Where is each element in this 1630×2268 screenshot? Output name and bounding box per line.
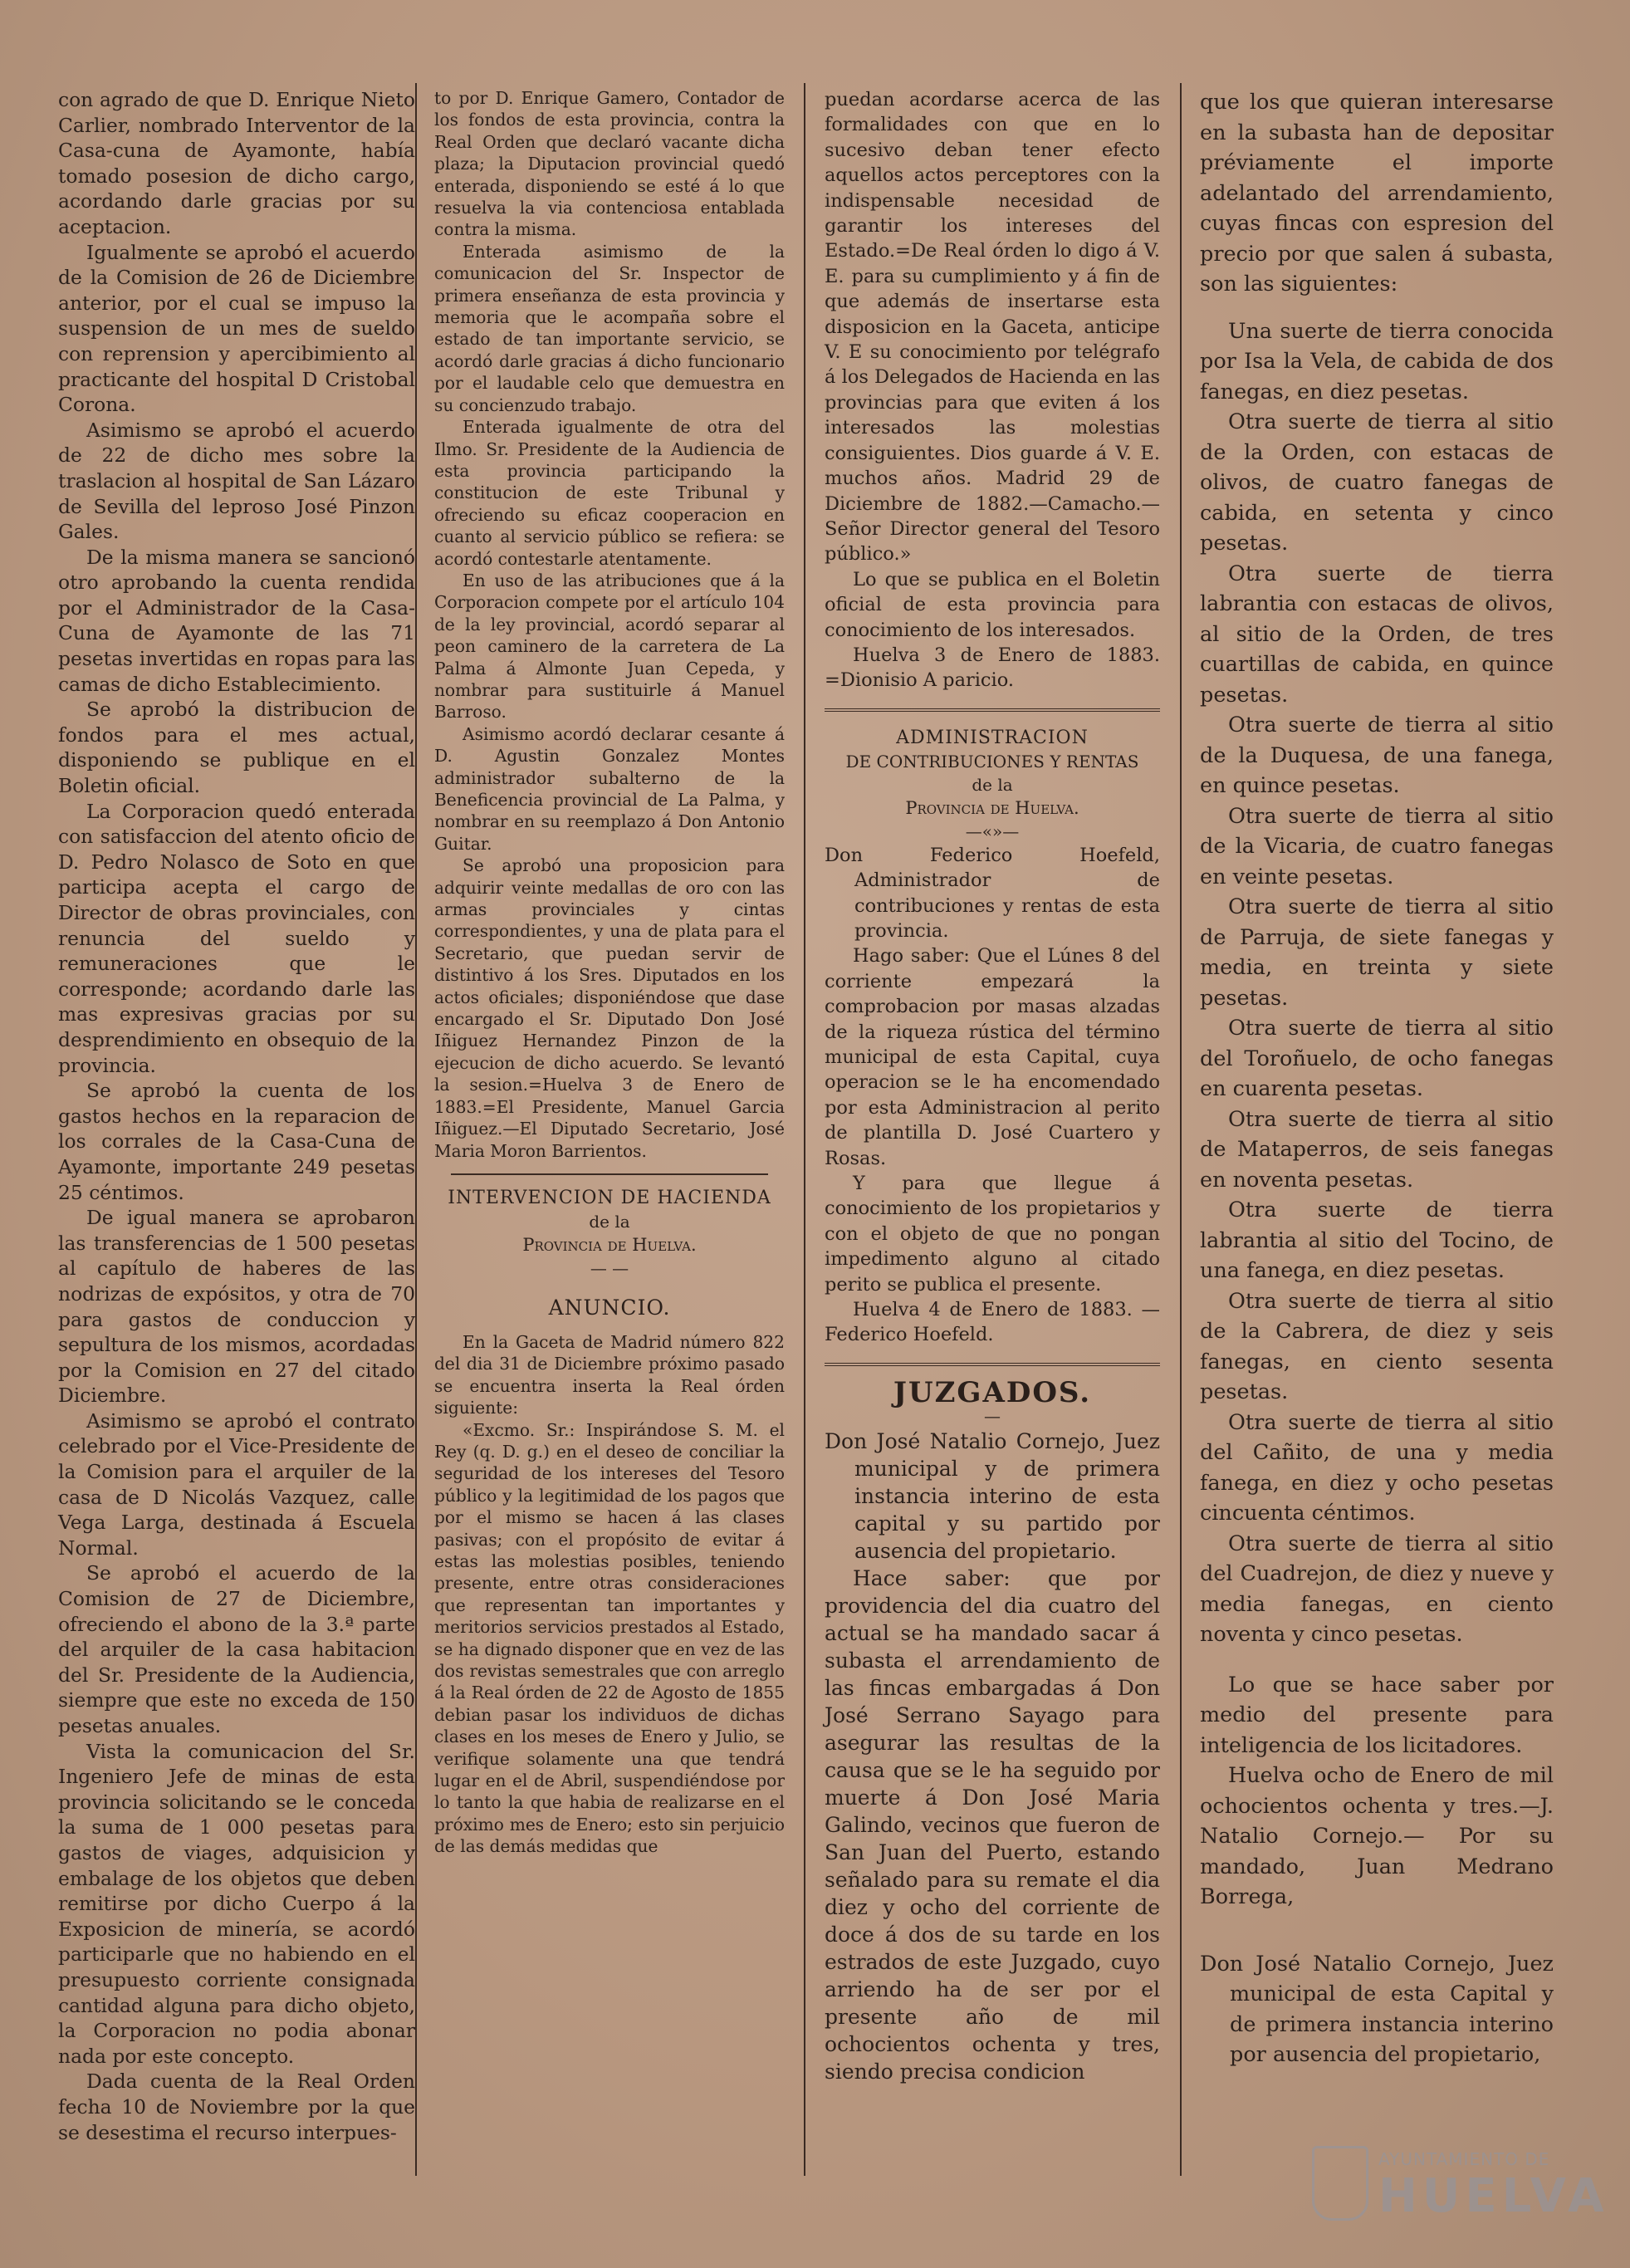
list-item: Otra suerte de tierra al sitio de la Duquesa, de una fanega, en quince pesetas.: [1200, 713, 1554, 798]
section-province: Provincia de Huelva.: [905, 797, 1079, 818]
section-divider: [451, 1173, 768, 1175]
section-title-line2: DE CONTRIBUCIONES Y RENTAS: [845, 751, 1139, 772]
list-item: Una suerte de tierra conocida por Isa la Vela, de cabida de dos fanegas, en diez pesetas.: [1200, 318, 1554, 404]
paragraph: puedan acordarse acerca de las formalidades con que en lo sucesivo deban tener efecto aquellos actos perceptores con la indispensable necesidad de garantir los intereses del Estado.=De Real órden lo digo á V. E. para su cumplimiento y á fin de que además de insertarse esta disposicion en la Gaceta, anticipe V. E su conocimiento por telégrafo á los Delegados de Hacienda en las provincias para que eviten á los interesados las molestias consiguientes. Dios guarde á V. E. muchos años. Madrid 29 de Diciembre de 1882.—Camacho.—Señor Director general del Tesoro público.»: [825, 89, 1160, 566]
paragraph: Se aprobó el acuerdo de la Comision de 27 de Diciembre, ofreciendo el abono de la 3.ª parte del arquiler de la casa habitacion del Sr. Presidente de la Audiencia, siempre que este no exceda de 150 pesetas anuales.: [58, 1561, 415, 1737]
list-item: Otra suerte de tierra al sitio del Cuadrejon, de diez y nueve y media fanegas, en ciento noventa y cinco pesetas.: [1200, 1531, 1554, 1647]
anuncio-heading: ANUNCIO.: [548, 1295, 671, 1320]
paragraph: con agrado de que D. Enrique Nieto Carlier, nombrado Interventor de la Casa-cuna de Ayamonte, había tomado posesion de dicho cargo, acordando darle gracias por su aceptacion.: [58, 88, 415, 238]
watermark-line2: HUELVA: [1378, 2169, 1609, 2223]
section-ornament: —: [984, 1405, 1001, 1426]
paragraph: Asimismo se aprobó el contrato celebrado por el Vice-Presidente de la Comision para el arquiler de la casa de D Nicolás Vazquez, calle Vega Larga, destinada á Escuela Normal.: [58, 1408, 415, 1560]
section-ornament: — —: [590, 1257, 629, 1278]
list-item: Otra suerte de tierra al sitio de Mataperros, de seis fanegas en noventa pesetas.: [1200, 1106, 1554, 1193]
paragraph: Don José Natalio Cornejo, Juez municipal de esta Capital y de primera instancia interino por ausencia del propietario,: [1200, 1951, 1554, 2067]
paragraph: La Corporacion quedó enterada con satisfaccion del atento oficio de D. Pedro Nolasco de Soto en que participa acepta el cargo de Director de obras provinciales, con renuncia del sueldo y remuneraciones que le corresponde; acordando darle las mas expresivas gracias por su desprendimiento en obsequio de la provincia.: [58, 799, 415, 1077]
paragraph: Enterada igualmente de otra del Ilmo. Sr. Presidente de la Audiencia de esta provincia participando la constitucion de este Tribunal y ofreciendo su eficaz cooperacion en cuanto al servicio público se refiera: se acordó contestarle atentamente.: [434, 417, 785, 569]
section-header-administracion: [825, 727, 1160, 843]
paragraph: Don José Natalio Cornejo, Juez municipal y de primera instancia interino de esta capital y su partido por ausencia del propietario.: [825, 1428, 1160, 1563]
shield-icon: [1312, 2146, 1368, 2221]
list-item: Otra suerte de tierra al sitio del Cañito, de una y media fanega, en diez y ocho pesetas cincuenta céntimos.: [1200, 1409, 1554, 1526]
paragraph: De la misma manera se sancionó otro aprobando la cuenta rendida por el Administrador de la Casa-Cuna de Ayamonte de las 71 pesetas invertidas en ropas para las camas de dicho Establecimiento.: [58, 545, 415, 696]
section-subtitle: de la: [972, 774, 1013, 795]
section-header-intervencion: [434, 1187, 785, 1320]
paragraph: Y para que llegue á conocimiento de los propietarios y con el objeto de que no pongan impedimento alguno al citado perito se publica el presente.: [825, 1173, 1160, 1296]
paragraph: Enterada asimismo de la comunicacion del Sr. Inspector de primera enseñanza de esta provincia y memoria que le acompaña sobre el estado de tan importante servicio, se acordó darle gracias á dicho funcionario por el laudable celo que demuestra en su concienzudo trabajo.: [434, 241, 785, 415]
section-divider: [825, 708, 1160, 712]
watermark-line1: AYUNTAMIENTO DE: [1378, 2149, 1550, 2169]
list-item: Otra suerte de tierra al sitio de la Orden, con estacas de olivos, de cuatro fanegas de cabida, en setenta y cinco pesetas.: [1200, 409, 1554, 556]
paragraph: Vista la comunicacion del Sr. Ingeniero Jefe de minas de esta provincia solicitando se le conceda la suma de 1 000 pesetas para gastos de viages, adquisicion y embalage de los objetos que deben remitirse por dicho Cuerpo á la Exposicion de minería, se acordó participarle que no habiendo en el presupuesto corriente consignada cantidad alguna para dicho objeto, la Corporacion no podia abonar nada por este concepto.: [58, 1739, 415, 2068]
section-divider: [825, 1363, 1160, 1366]
paragraph: Asimismo se aprobó el acuerdo de 22 de dicho mes sobre la traslacion al hospital de San Lázaro de Sevilla del leproso José Pinzon Gales.: [58, 418, 415, 544]
column-rule: [804, 83, 805, 2176]
column-4: [1200, 87, 1554, 2070]
section-title: ADMINISTRACION: [896, 727, 1089, 748]
section-ornament: —«»—: [965, 820, 1020, 841]
paragraph: Hago saber: Que el Lúnes 8 del corriente empezará la comprobacion por masas alzadas de la riqueza rústica del término municipal de esta Capital, cuya operacion se le ha encomendado por esta Administracion al perito de plantilla D. José Cuartero y Rosas.: [825, 945, 1160, 1169]
paragraph: Lo que se hace saber por medio del presente para inteligencia de los licitadores.: [1200, 1672, 1554, 1758]
paragraph: Igualmente se aprobó el acuerdo de la Comision de 26 de Diciembre anterior, por el cual se impuso la suspension de un mes de sueldo con reprension y apercibimiento al practicante del hospital D Cristobal Corona.: [58, 240, 415, 417]
paragraph: «Excmo. Sr.: Inspirándose S. M. el Rey (q. D. g.) en el deseo de conciliar la seguridad de los intereses del Tesoro público y la legitimidad de los pagos que por el mismo se hacen á las clases pasivas; con el propósito de evitar á estas las molestias posibles, teniendo presente, entre otras consideraciones que representan tan importantes y meritorios servicios prestados al Estado, se ha dignado disponer que en vez de las dos revistas semestrales que con arreglo á la Real órden de 22 de Agosto de 1855 debian pasar los individuos de dichas clases en los meses de Enero y Julio, se verifique solamente una que tendrá lugar en el de Abril, suspendiéndose por lo tanto la que habia de realizarse en el próximo mes de Enero; esto sin perjuicio de las demás medidas que: [434, 1419, 785, 1857]
list-item: Otra suerte de tierra al sitio de Parruja, de siete fanegas y media, en treinta y siete pesetas.: [1200, 894, 1554, 1011]
paragraph: Don Federico Hoefeld, Administrador de contribuciones y rentas de esta provincia.: [825, 844, 1160, 942]
paragraph: Huelva ocho de Enero de mil ochocientos ochenta y tres.—J. Natalio Cornejo.— Por su mandado, Juan Medrano Borrega,: [1200, 1763, 1554, 1909]
section-province: Provincia de Huelva.: [522, 1234, 697, 1255]
paragraph: Se aprobó una proposicion para adquirir veinte medallas de oro con las armas provinciales y cintas correspondientes, y una de plata para el Secretario, que puedan servir de distintivo á los Sres. Diputados en los actos oficiales; disponiéndose que dase encargado el Sr. Diputado Don José Iñiguez Hernandez Pinzon de la ejecucion de dicho acuerdo. Se levantó la sesion.=Huelva 3 de Enero de 1883.=El Presidente, Manuel Garcia Iñiguez.—El Diputado Secretario, José Maria Moron Barrientos.: [434, 855, 785, 1161]
paragraph: to por D. Enrique Gamero, Contador de los fondos de esta provincia, contra la Real Orden que declaró vacante dicha plaza; la Diputacion provincial quedó enterada, disponiendo se esté á lo que resuelva la via contenciosa entablada contra la misma.: [434, 88, 785, 240]
juzgados-heading: JUZGADOS.: [893, 1375, 1092, 1409]
column-1: [58, 87, 415, 2145]
column-rule: [415, 83, 417, 2176]
list-item: Otra suerte de tierra al sitio del Toroñuelo, de ocho fanegas en cuarenta pesetas.: [1200, 1016, 1554, 1101]
paragraph: Dada cuenta de la Real Orden fecha 10 de Noviembre por la que se desestima el recurso interpues-: [58, 2070, 415, 2144]
list-item: Otra suerte de tierra labrantia con estacas de olivos, al sitio de la Orden, de tres cuartillas de cabida, en quince pesetas.: [1200, 561, 1554, 708]
paragraph: Huelva 4 de Enero de 1883. —Federico Hoefeld.: [825, 1299, 1160, 1346]
paragraph: Asimismo acordó declarar cesante á D. Agustin Gonzalez Montes administrador subalterno de la Beneficencia provincial de La Palma, y nombrar en su reemplazo á Don Antonio Guitar.: [434, 723, 785, 854]
paragraph: Se aprobó la distribucion de fondos para el mes actual, disponiendo se publique en el Boletin oficial.: [58, 698, 415, 798]
paragraph: que los que quieran interesarse en la subasta han de depositar préviamente el importe adelantado del arrendamiento, cuyas fincas con espresion del precio por que salen á subasta, son las siguientes:: [1200, 90, 1554, 296]
list-item: Otra suerte de tierra al sitio de la Vicaria, de cuatro fanegas en veinte pesetas.: [1200, 803, 1554, 889]
section-header-juzgados: [825, 1375, 1160, 1428]
watermark-logo: [1312, 2141, 1611, 2232]
paragraph: En la Gaceta de Madrid número 822 del dia 31 de Diciembre próximo pasado se encuentra inserta la Real órden siguiente:: [434, 1331, 785, 1418]
section-title: INTERVENCION DE HACIENDA: [448, 1187, 771, 1208]
column-3: [825, 87, 1160, 2085]
paragraph: Hace saber: que por providencia del dia cuatro del actual se ha mandado sacar á subasta el arrendamiento de las fincas embargadas á Don José Serrano Sayago para asegurar las resultas de la causa que se le ha seguido por muerte á Don José Maria Galindo, vecinos que fueron de San Juan del Puerto, estando señalado para su remate el dia diez y ocho del corriente de doce á dos de su tarde en los estrados de este Juzgado, cuyo arriendo ha de ser por el presente año de mil ochocientos ochenta y tres, siendo precisa condicion: [825, 1565, 1160, 2084]
paragraph: Se aprobó la cuenta de los gastos hechos en la reparacion de los corrales de la Casa-Cuna de Ayamonte, importante 249 pesetas 25 céntimos.: [58, 1079, 415, 1204]
list-item: Otra suerte de tierra labrantia al sitio del Tocino, de una fanega, en diez pesetas.: [1200, 1198, 1554, 1283]
paragraph: En uso de las atribuciones que á la Corporacion compete por el artículo 104 de la ley provincial, acordó separar al peon caminero de la carretera de La Palma á Almonte Juan Cepeda, y nombrar para sustituirle á Manuel Barroso.: [434, 570, 785, 723]
list-item: Otra suerte de tierra al sitio de la Cabrera, de diez y seis fanegas, en ciento sesenta pesetas.: [1200, 1288, 1554, 1404]
column-rule: [1180, 83, 1182, 2176]
paragraph: De igual manera se aprobaron las transferencias de 1 500 pesetas al capítulo de haberes de las nodrizas de expósitos, y otra de 70 para gastos de conduccion y sepultura de los mismos, acordadas por la Comision en 27 del citado Diciembre.: [58, 1206, 415, 1408]
section-subtitle: de la: [589, 1211, 630, 1232]
paragraph: Huelva 3 de Enero de 1883. =Dionisio A paricio.: [825, 644, 1160, 692]
column-2: [434, 87, 785, 1858]
paragraph: Lo que se publica en el Boletin oficial de esta provincia para conocimiento de los interesados.: [825, 568, 1160, 641]
